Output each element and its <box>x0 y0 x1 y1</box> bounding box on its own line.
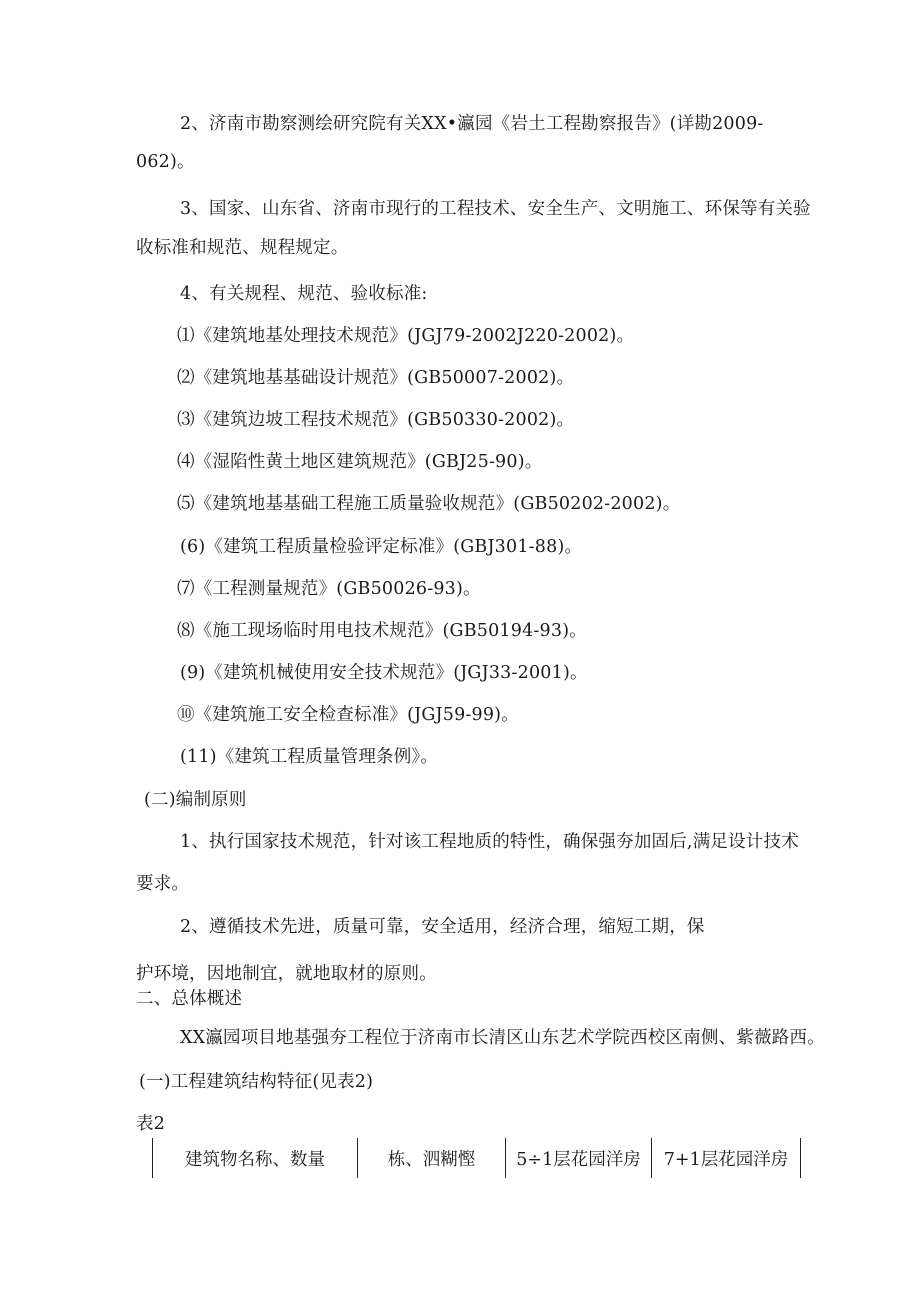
principle-2-line1: 2、遵循技术先进，质量可靠，安全适用，经济合理，缩短工期，保 <box>180 917 705 937</box>
standard-item-2: ⑵《建筑地基基础设计规范》(GB50007-2002)。 <box>177 368 575 388</box>
standard-item-6: (6)《建筑工程质量检验评定标准》(GBJ301-88)。 <box>180 537 583 557</box>
reference-item-3-line1: 3、国家、山东省、济南市现行的工程技术、安全生产、文明施工、环保等有关验 <box>180 199 811 219</box>
section-heading-principles: (二)编制原则 <box>144 790 247 810</box>
standard-item-9: (9)《建筑机械使用安全技术规范》(JGJ33-2001)。 <box>180 663 588 683</box>
table-header-cell: 5÷1层花园洋房 <box>506 1138 652 1178</box>
standard-item-3: ⑶《建筑边坡工程技术规范》(GB50330-2002)。 <box>177 410 575 430</box>
table-header-cell: 栋、泗糊慳 <box>358 1138 506 1178</box>
principle-1-line1: 1、执行国家技术规范，针对该工程地质的特性，确保强夯加固后,满足设计技术 <box>180 832 799 852</box>
section-heading-overview: 二、总体概述 <box>136 989 243 1009</box>
standard-item-4: ⑷《湿陷性黄土地区建筑规范》(GBJ25-90)。 <box>177 452 543 472</box>
standard-item-10: ⑩《建筑施工安全检查标准》(JGJ59-99)。 <box>177 705 519 725</box>
principle-1-line2: 要求。 <box>136 874 190 894</box>
reference-item-2-line2: 062)。 <box>136 152 195 172</box>
section-heading-structure-features: (一)工程建筑结构特征(见表2) <box>139 1072 374 1092</box>
standard-item-7: ⑺《工程测量规范》(GB50026-93)。 <box>177 579 481 599</box>
table-caption: 表2 <box>136 1114 166 1134</box>
overview-paragraph: XX瀛园项目地基强夯工程位于济南市长清区山东艺术学院西校区南侧、紫薇路西。 <box>180 1028 825 1048</box>
table-header-cell: 建筑物名称、数量 <box>153 1138 358 1178</box>
table-header-row <box>153 1138 801 1178</box>
standard-item-11: (11)《建筑工程质量管理条例》。 <box>180 747 439 767</box>
standard-item-8: ⑻《施工现场临时用电技术规范》(GB50194-93)。 <box>177 621 587 641</box>
reference-item-2-line1: 2、济南市勘察测绘研究院有关XX•瀛园《岩土工程勘察报告》(详勘2009- <box>180 114 764 134</box>
building-structure-table <box>152 1138 801 1178</box>
standard-item-1: ⑴《建筑地基处理技术规范》(JGJ79-2002J220-2002)。 <box>177 326 635 346</box>
principle-2-line2: 护环境，因地制宜，就地取材的原则。 <box>136 964 437 984</box>
table-header-cell: 7+1层花园洋房 <box>652 1138 801 1178</box>
reference-item-3-line2: 收标准和规范、规程规定。 <box>136 238 349 258</box>
standard-item-5: ⑸《建筑地基基础工程施工质量验收规范》(GB50202-2002)。 <box>177 494 681 514</box>
reference-item-4: 4、有关规程、规范、验收标准: <box>180 284 428 304</box>
